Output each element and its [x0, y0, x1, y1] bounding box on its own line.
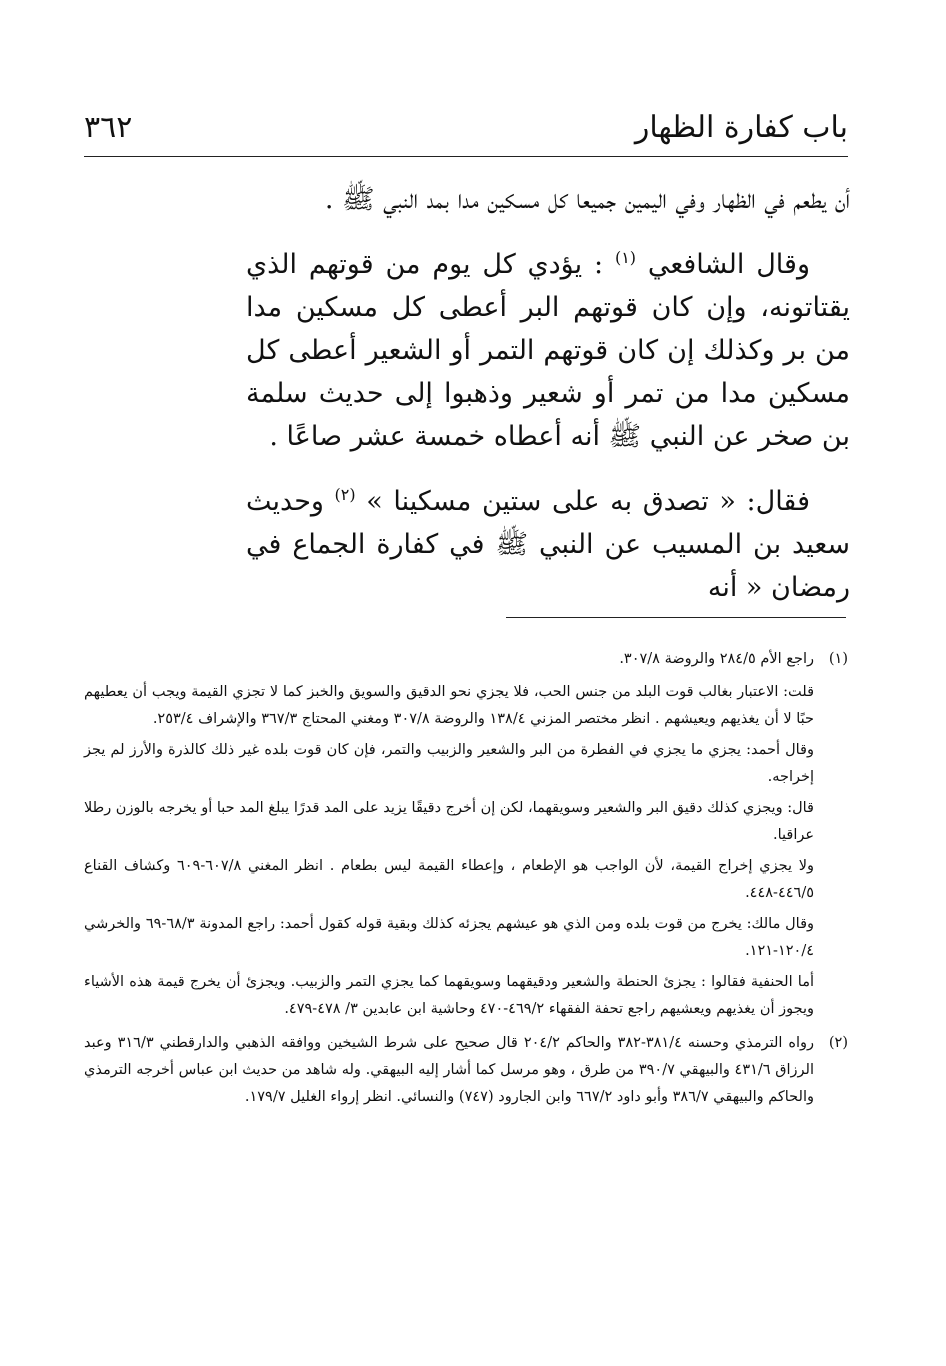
chapter-title: باب كفارة الظهار	[634, 109, 848, 145]
footnote-1-body	[84, 646, 814, 1027]
main-body	[246, 178, 850, 631]
footnote-ref-2: (٢)	[334, 485, 356, 504]
footnote-2-text: رواه الترمذي وحسنه ٣٨١/٤-٣٨٢ والحاكم ٢٠٤/٢ قال صحيح على شرط الشيخين ووافقه الذهبي والدارقطني ٣١٦/٣ وعبد الرزاق ٤٣١/٦ والبيهقي ٣٩٠/٧ من طرق ، وهو مرسل كما أشار إليه البيهقي. وله شاهد من حديث ابن عباس أخرجه الترمذي والحاكم والبيهقي ٣٨٦/٧ وأبو داود ٦٦٧/٢ وابن الجارود (٧٤٧) والنسائي. انظر إرواء الغليل ١٧٩/٧.	[84, 1035, 815, 1105]
footnote-1-paragraph: وقال أحمد: يجزي ما يجزي في الفطرة من البر والشعير والزبيب والتمر، فإن كان قوت بلده غير ذلك كالذرة والأرز لم يجز إخراجه.	[84, 742, 814, 785]
body-paragraph-3	[246, 480, 850, 609]
paragraph-2-start: وقال الشافعي	[647, 249, 810, 280]
header-divider	[84, 156, 848, 157]
footnote-1-number: (١)	[828, 651, 848, 667]
footnote-2	[84, 1030, 848, 1115]
footnote-1-paragraph: أما الحنفية فقالوا : يجزئ الحنطة والشعير ودقيقهما وسويقهما كما يجزي التمر والزبيب. ويجزئ أن يخرج قيمة هذه الأشياء ويجوز أن يغذيهم ويعشيهم راجع تحفة الفقهاء ٤٦٩/٢-٤٧٠ وحاشية ابن عابدين ٣/ ٤٧٨-٤٧٩.	[84, 974, 814, 1017]
footnote-1-paragraph: ولا يجزي إخراج القيمة، لأن الواجب هو الإطعام ، وإعطاء القيمة ليس بطعام . انظر المغني ٦٠٧/٨-٦٠٩ وكشاف القناع ٤٤٦/٥-٤٤٨.	[84, 858, 814, 901]
body-paragraph-1: أن يطعم في الظهار وفي اليمين جميعا كل مسكين مدا بمد النبي ﷺ .	[324, 184, 850, 215]
footnote-2-number: (٢)	[828, 1035, 848, 1051]
footnote-2-body	[84, 1030, 814, 1115]
footnote-1-lead: راجع الأم ٢٨٤/٥ والروضة ٣٠٧/٨.	[619, 651, 814, 667]
page-number: ٣٦٢	[84, 109, 133, 145]
footnotes	[84, 646, 848, 1118]
body-paragraph-2	[246, 243, 850, 458]
footnote-divider	[506, 617, 846, 618]
paragraph-3-start: فقال: « تصدق به على ستين مسكينا »	[366, 486, 811, 517]
footnote-1-paragraph: قال: ويجزي كذلك دقيق البر والشعير وسويقهما، لكن إن أخرج دقيقًا يزيد على المد قدرًا يبلغ المد حبا أو يخرجه بالوزن رطلا عراقيا.	[84, 800, 814, 843]
footnote-ref-1: (١)	[614, 248, 637, 267]
running-header	[84, 104, 848, 150]
paragraph-3-rest: وحديث سعيد بن المسيب عن النبي ﷺ في كفارة الجماع في رمضان « أنه	[246, 486, 850, 603]
paragraph-2-rest: : يؤدي كل يوم من قوتهم الذي يقتاتونه، وإن كان قوتهم البر أعطى كل مسكين مدا من بر وكذلك إن كان قوتهم التمر أو الشعير أعطى كل مسكين مدا من تمر أو شعير وذهبوا إلى حديث سلمة بن صخر عن النبي ﷺ أنه أعطاه خمسة عشر صاعًا .	[246, 249, 850, 452]
footnote-1-paragraph: وقال مالك: يخرج من قوت بلده ومن الذي هو عيشهم يجزئه كذلك وبقية قوله كقول أحمد: راجع المدونة ٦٨/٣-٦٩ والخرشي ١٢٠/٤-١٢١.	[84, 916, 814, 959]
footnote-1	[84, 646, 848, 1027]
footnote-1-paragraph: قلت: الاعتبار بغالب قوت البلد من جنس الحب، فلا يجزي نحو الدقيق والسويق والخبز كما لا تجزي القيمة ويجب أن يعطيهم حبًا لا أن يغذيهم ويعيشهم . انظر مختصر المزني ١٣٨/٤ والروضة ٣٠٧/٨ ومغني المحتاج ٣٦٧/٣ والإشراف ٢٥٣/٤.	[84, 684, 814, 727]
